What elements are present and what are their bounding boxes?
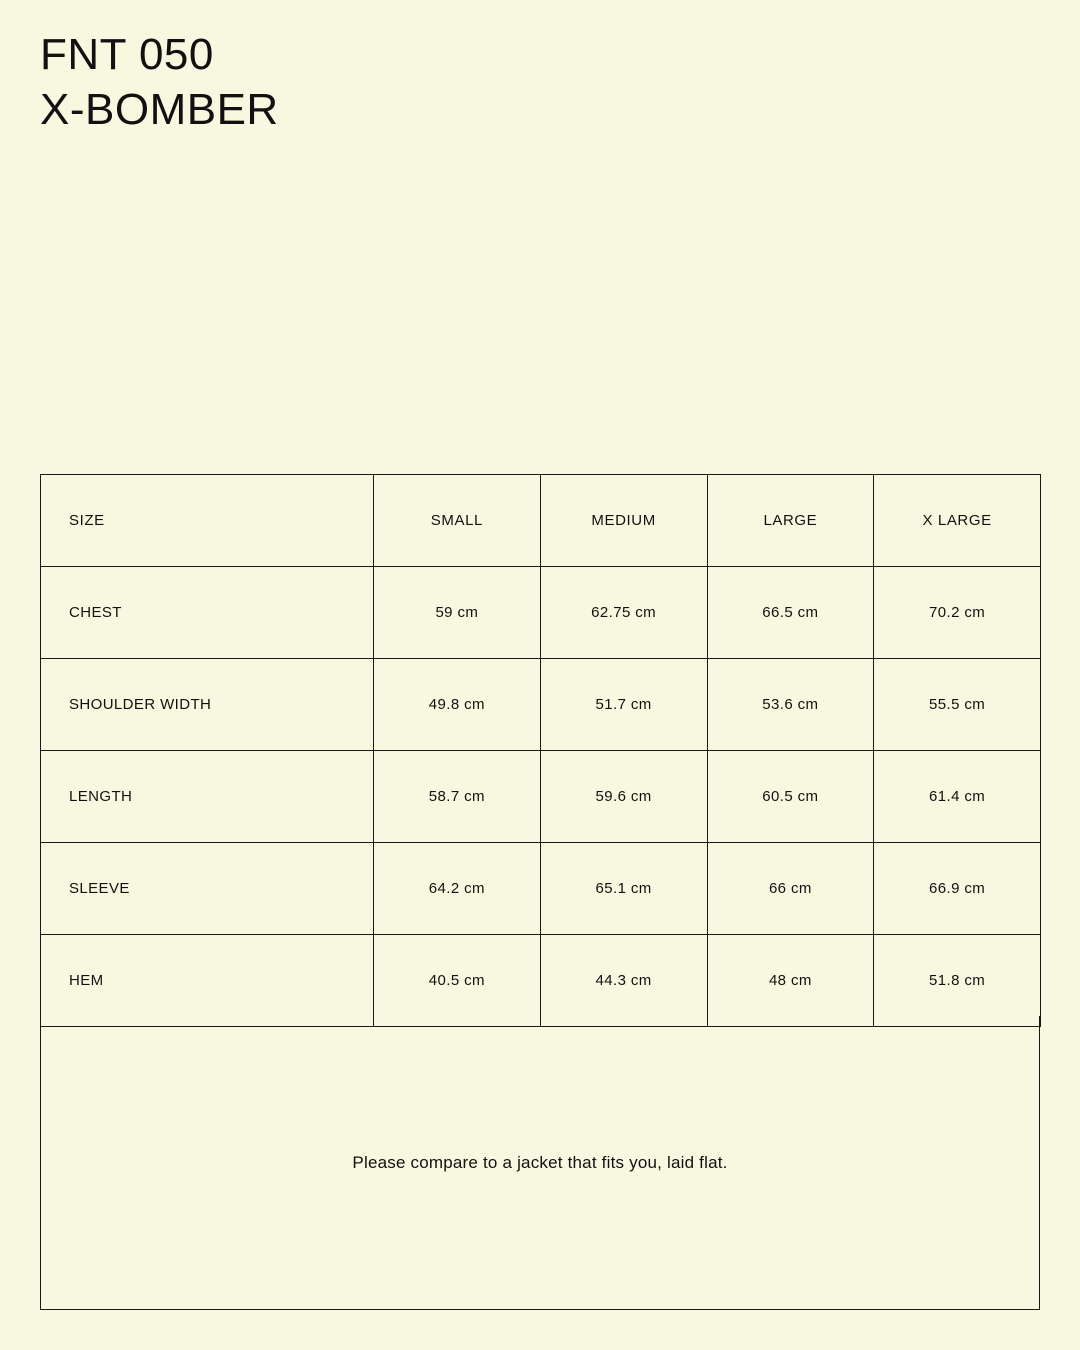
cell-value: 66.5 cm [707, 567, 874, 659]
column-header-xlarge: X LARGE [874, 475, 1041, 567]
row-label: HEM [41, 935, 374, 1027]
cell-value: 55.5 cm [874, 659, 1041, 751]
cell-value: 51.8 cm [874, 935, 1041, 1027]
table-row [41, 567, 1041, 659]
cell-value: 53.6 cm [707, 659, 874, 751]
note-box [40, 1016, 1040, 1310]
column-header-size: SIZE [41, 475, 374, 567]
product-name: X-BOMBER [40, 84, 279, 134]
cell-value: 59.6 cm [540, 751, 707, 843]
cell-value: 40.5 cm [374, 935, 541, 1027]
column-header-small: SMALL [374, 475, 541, 567]
row-label: SHOULDER WIDTH [41, 659, 374, 751]
table-row [41, 843, 1041, 935]
product-code: FNT 050 [40, 30, 214, 79]
column-header-large: LARGE [707, 475, 874, 567]
table-row [41, 751, 1041, 843]
cell-value: 59 cm [374, 567, 541, 659]
fit-note: Please compare to a jacket that fits you, laid flat. [352, 1152, 728, 1172]
cell-value: 62.75 cm [540, 567, 707, 659]
column-header-medium: MEDIUM [540, 475, 707, 567]
cell-value: 48 cm [707, 935, 874, 1027]
table-row [41, 935, 1041, 1027]
cell-value: 49.8 cm [374, 659, 541, 751]
row-label: LENGTH [41, 751, 374, 843]
cell-value: 65.1 cm [540, 843, 707, 935]
row-label: CHEST [41, 567, 374, 659]
page-title [40, 28, 279, 137]
cell-value: 58.7 cm [374, 751, 541, 843]
row-label: SLEEVE [41, 843, 374, 935]
cell-value: 61.4 cm [874, 751, 1041, 843]
cell-value: 60.5 cm [707, 751, 874, 843]
cell-value: 44.3 cm [540, 935, 707, 1027]
table-row [41, 659, 1041, 751]
cell-value: 64.2 cm [374, 843, 541, 935]
cell-value: 51.7 cm [540, 659, 707, 751]
cell-value: 66 cm [707, 843, 874, 935]
cell-value: 70.2 cm [874, 567, 1041, 659]
measurements-table [40, 474, 1041, 1027]
cell-value: 66.9 cm [874, 843, 1041, 935]
table-header-row [41, 475, 1041, 567]
